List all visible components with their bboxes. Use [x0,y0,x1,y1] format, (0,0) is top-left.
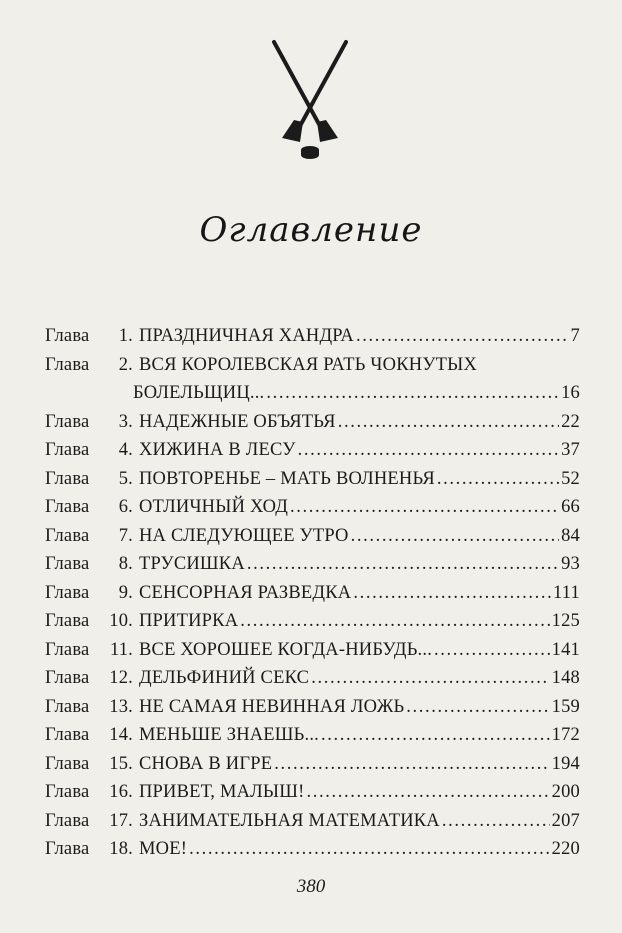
chapter-number: 5. [118,468,133,489]
chapter-page: 66 [561,497,580,517]
chapter-label: Глава [45,839,90,859]
chapter-page: 52 [561,468,580,489]
chapter-number: 10. [109,611,133,631]
chapter-number: 2. [118,354,133,375]
chapter-title: МОЕ! [139,839,188,859]
chapter-title: ПОВТОРЕНЬЕ – МАТЬ ВОЛНЕНЬЯ [139,468,435,489]
chapter-page: 22 [561,411,580,432]
chapter-page: 200 [551,782,580,802]
chapter-title: ВСЕ ХОРОШЕЕ КОГДА-НИБУДЬ... [139,639,433,660]
toc-entry [45,778,580,807]
dot-leader [351,522,560,551]
toc-entry [45,721,580,750]
chapter-label: Глава [45,725,90,745]
crossed-hockey-sticks-and-puck-icon [262,38,358,168]
toc-entry [45,579,580,608]
chapter-number: 4. [118,440,133,460]
chapter-number: 13. [109,696,133,717]
dot-leader [356,322,569,351]
chapter-page: 111 [553,582,580,603]
chapter-page: 37 [561,440,580,460]
chapter-number: 15. [109,753,133,774]
chapter-page: 16 [561,383,580,403]
chapter-title: НА СЛЕДУЮЩЕЕ УТРО [139,525,349,546]
chapter-number: 3. [118,411,133,432]
dot-leader [321,721,550,750]
chapter-number: 6. [118,497,133,517]
chapter-label: Глава [45,525,90,546]
chapter-label: Глава [45,582,90,603]
toc-entry [45,322,580,351]
chapter-page: 84 [561,525,580,546]
toc-entry [45,693,580,722]
chapter-page: 194 [551,753,580,774]
chapter-title: ТРУСИШКА [139,554,245,574]
toc-entry [45,436,580,465]
chapter-label: Глава [45,326,90,346]
dot-leader [406,693,549,722]
dot-leader [434,636,550,665]
toc-entry [45,493,580,522]
chapter-number: 16. [109,782,133,802]
toc-entry [45,522,580,551]
chapter-title: ЗАНИМАТЕЛЬНАЯ МАТЕМАТИКА [139,810,440,831]
chapter-title: ПРИВЕТ, МАЛЫШ! [139,782,305,802]
dot-leader [290,493,559,522]
chapter-title: ОТЛИЧНЫЙ ХОД [139,497,289,517]
chapter-label: Глава [45,554,90,574]
dot-leader [437,465,559,494]
dot-leader [240,607,549,636]
chapter-title: ПРИТИРКА [139,611,239,631]
dot-leader [353,579,551,608]
toc-entry [45,408,580,437]
chapter-label: Глава [45,753,90,774]
chapter-title: ДЕЛЬФИНИЙ СЕКС [139,668,310,688]
chapter-label: Глава [45,611,90,631]
chapter-title: ХИЖИНА В ЛЕСУ [139,440,296,460]
chapter-title: ПРАЗДНИЧНАЯ ХАНДРА [139,326,354,346]
chapter-title: НАДЕЖНЫЕ ОБЪЯТЬЯ [139,411,336,432]
chapter-number: 1. [118,326,133,346]
chapter-label: Глава [45,468,90,489]
chapter-label: Глава [45,497,90,517]
chapter-title-continued: БОЛЕЛЬЩИЦ... [133,383,265,403]
chapter-label: Глава [45,354,90,375]
chapter-label: Глава [45,696,90,717]
dot-leader [311,664,549,693]
toc-entry [45,379,580,408]
chapter-page: 125 [551,611,580,631]
chapter-page: 172 [551,725,580,745]
chapter-title: СЕНСОРНАЯ РАЗВЕДКА [139,582,352,603]
dot-leader [298,436,559,465]
chapter-number: 12. [109,668,133,688]
chapter-title: НЕ САМАЯ НЕВИННАЯ ЛОЖЬ [139,696,405,717]
toc-entry [45,550,580,579]
chapter-number: 18. [109,839,133,859]
chapter-title: МЕНЬШЕ ЗНАЕШЬ... [139,725,319,745]
dot-leader [247,550,559,579]
chapter-page: 207 [551,810,580,831]
chapter-label: Глава [45,440,90,460]
toc-entry [45,750,580,779]
dot-leader [266,379,559,408]
chapter-number: 14. [109,725,133,745]
toc-entry [45,351,580,380]
toc-entry [45,636,580,665]
dot-leader [306,778,549,807]
chapter-number: 7. [118,525,133,546]
chapter-label: Глава [45,668,90,688]
chapter-title: СНОВА В ИГРЕ [139,753,273,774]
dot-leader [442,807,550,836]
chapter-page: 7 [570,326,580,346]
chapter-page: 141 [551,639,580,660]
chapter-number: 17. [109,810,133,831]
chapter-title: ВСЯ КОРОЛЕВСКАЯ РАТЬ ЧОКНУТЫХ [139,354,478,375]
toc-entry [45,664,580,693]
chapter-page: 159 [551,696,580,717]
chapter-page: 148 [551,668,580,688]
page-title: Оглавление [199,210,423,250]
toc-entry [45,607,580,636]
chapter-label: Глава [45,411,90,432]
chapter-page: 220 [551,839,580,859]
dot-leader [274,750,549,779]
toc-entry [45,465,580,494]
chapter-page: 93 [561,554,580,574]
table-of-contents [45,322,580,864]
toc-entry [45,807,580,836]
toc-entry [45,835,580,864]
chapter-number: 8. [118,554,133,574]
chapter-number: 11. [109,639,133,660]
chapter-label: Глава [45,639,90,660]
chapter-number: 9. [118,582,133,603]
chapter-label: Глава [45,782,90,802]
chapter-label: Глава [45,810,90,831]
page-number: 380 [296,876,326,897]
dot-leader [189,835,550,864]
dot-leader [338,408,559,437]
